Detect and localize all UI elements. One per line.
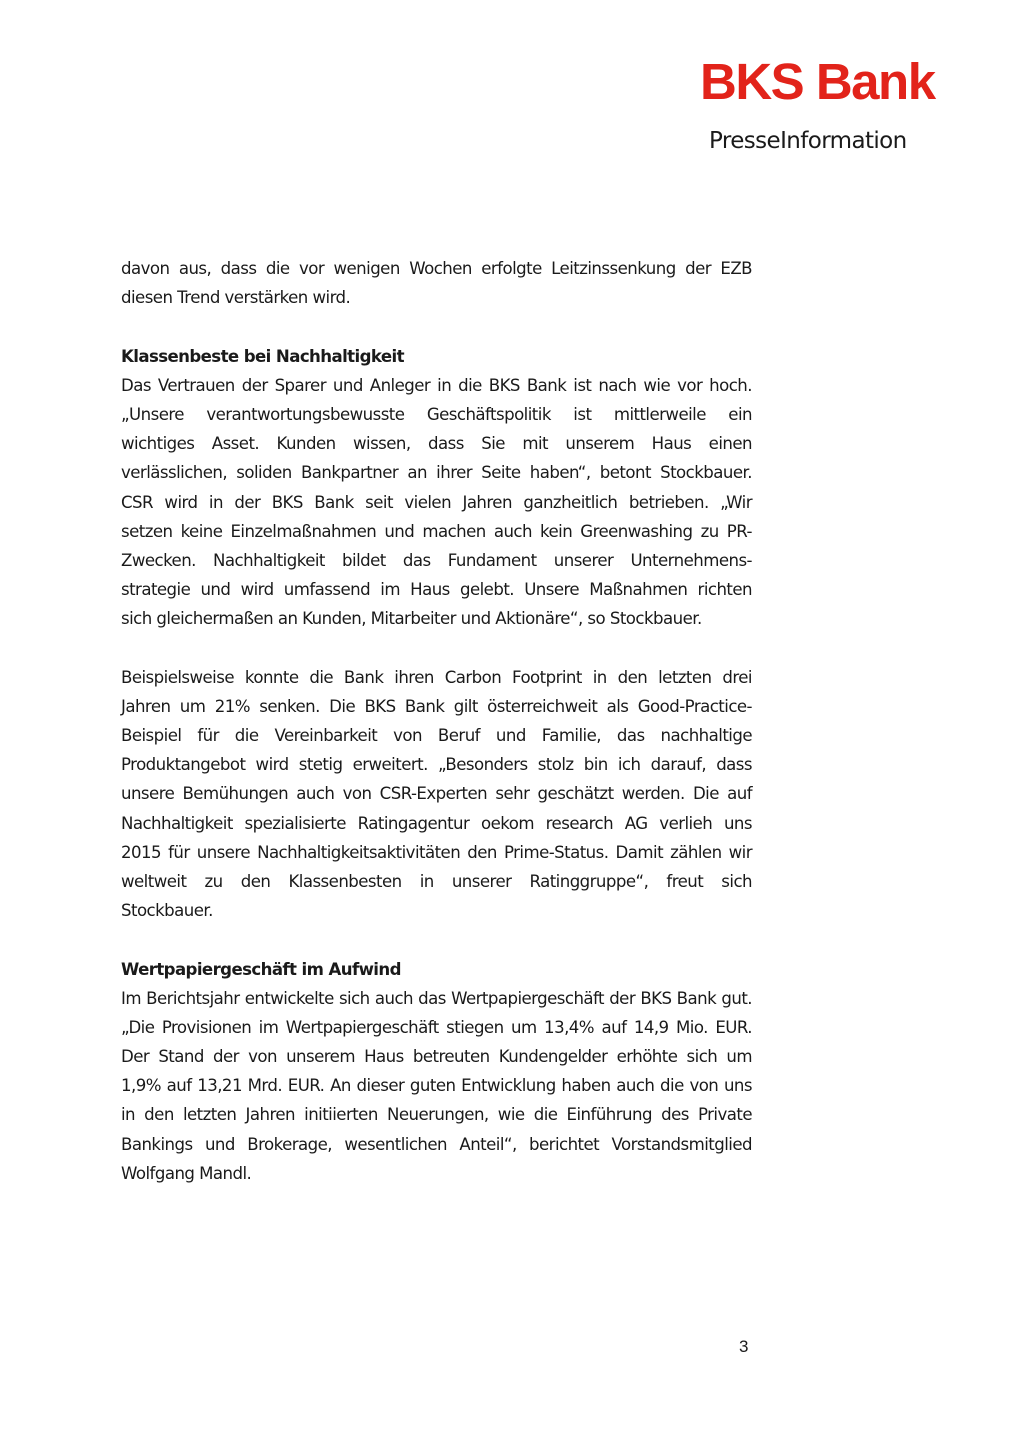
text-line: Nachhaltigkeit spezialisierte Ratingagentur oekom research AG verlieh uns <box>121 813 752 833</box>
section-heading: Klassenbeste bei Nachhaltigkeit <box>121 346 404 366</box>
text-line: Beispielsweise konnte die Bank ihren Carbon Footprint in den letzten drei <box>121 667 752 687</box>
text-line: sich gleichermaßen an Kunden, Mitarbeiter und Aktionäre“, so Stockbauer. <box>121 609 702 629</box>
intro-paragraph <box>121 254 752 312</box>
page-number: 3 <box>739 1337 749 1356</box>
document-type-label: PresseInformation <box>709 128 907 154</box>
text-line: „Unsere verantwortungsbewusste Geschäftspolitik ist mittlerweile ein <box>121 404 752 424</box>
text-line: Stockbauer. <box>121 901 213 921</box>
text-line: Das Vertrauen der Sparer und Anleger in die BKS Bank ist nach wie vor hoch. <box>121 375 752 395</box>
text-line: Jahren um 21% senken. Die BKS Bank gilt österreichweit als Good-Practice- <box>121 696 752 716</box>
text-line: 2015 für unsere Nachhaltigkeitsaktivitäten den Prime-Status. Damit zählen wir <box>121 842 752 862</box>
text-line: „Die Provisionen im Wertpapiergeschäft stiegen um 13,4% auf 14,9 Mio. EUR. <box>121 1017 752 1037</box>
text-line: diesen Trend verstärken wird. <box>121 288 351 308</box>
text-line: Im Berichtsjahr entwickelte sich auch das Wertpapiergeschäft der BKS Bank gut. <box>121 988 752 1008</box>
text-line: weltweit zu den Klassenbesten in unserer Ratinggruppe“, freut sich <box>121 871 752 891</box>
text-line: Beispiel für die Vereinbarkeit von Beruf und Familie, das nachhaltige <box>121 726 752 745</box>
text-line: wichtiges Asset. Kunden wissen, dass Sie mit unserem Haus einen <box>121 434 752 454</box>
text-line: 1,9% auf 13,21 Mrd. EUR. An dieser guten Entwicklung haben auch die von uns <box>121 1076 752 1096</box>
section-heading: Wertpapiergeschäft im Aufwind <box>121 959 401 979</box>
text-line: Bankings und Brokerage, wesentlichen Anteil“, berichtet Vorstandsmitglied <box>121 1134 752 1154</box>
document-body <box>121 254 752 1188</box>
paragraph <box>121 371 752 634</box>
text-line: strategie und wird umfassend im Haus gelebt. Unsere Maßnahmen richten <box>121 580 752 600</box>
section-sustainability <box>121 342 752 926</box>
text-line: unsere Bemühungen auch von CSR-Experten sehr geschätzt werden. Die auf <box>121 784 752 804</box>
text-line: Der Stand der von unserem Haus betreuten Kundengelder erhöhte sich um <box>121 1047 752 1067</box>
text-line: Zwecken. Nachhaltigkeit bildet das Fundament unserer Unternehmens- <box>121 550 752 570</box>
text-line: Produktangebot wird stetig erweitert. „Besonders stolz bin ich darauf, dass <box>121 755 752 775</box>
paragraph <box>121 984 752 1188</box>
paragraph <box>121 663 752 926</box>
text-line: setzen keine Einzelmaßnahmen und machen auch kein Greenwashing zu PR- <box>121 521 752 541</box>
text-line: verlässlichen, soliden Bankpartner an ihrer Seite haben“, betont Stockbauer. <box>121 463 752 483</box>
text-line: Wolfgang Mandl. <box>121 1163 252 1183</box>
section-securities-business <box>121 955 752 1189</box>
text-line: davon aus, dass die vor wenigen Wochen erfolgte Leitzinssenkung der EZB <box>121 259 752 278</box>
text-line: in den letzten Jahren initiierten Neuerungen, wie die Einführung des Private <box>121 1105 752 1125</box>
bks-bank-logo: BKS Bank <box>700 53 935 110</box>
text-line: CSR wird in der BKS Bank seit vielen Jahren ganzheitlich betrieben. „Wir <box>121 492 752 512</box>
